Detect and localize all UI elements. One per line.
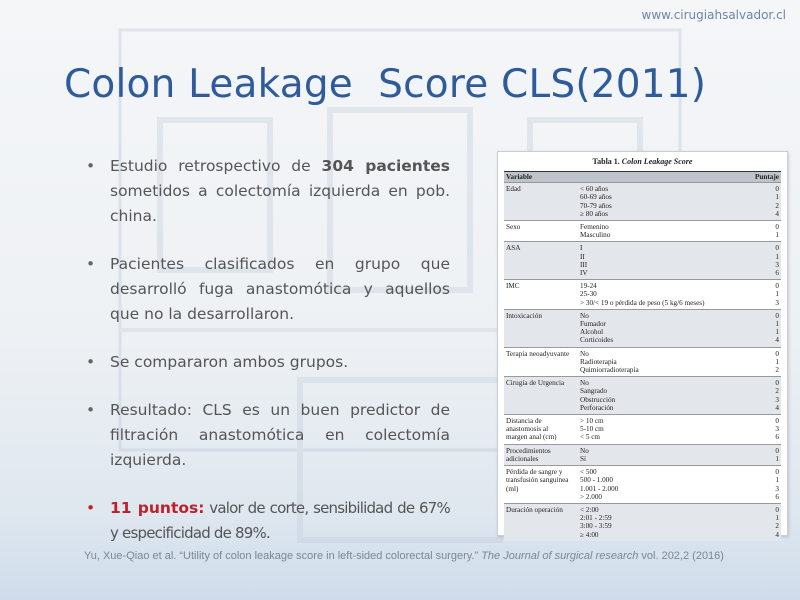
table-row — [504, 466, 781, 504]
table-row — [504, 309, 781, 347]
points-cell — [753, 347, 781, 377]
cell-line: ASA — [506, 244, 521, 253]
cell-line: 0 — [775, 244, 779, 253]
cell-line: III — [580, 260, 588, 269]
options-cell — [578, 221, 753, 242]
cell-line: Quimiorradioterapia — [580, 366, 639, 375]
cell-line: 1.001 - 2.000 — [580, 484, 619, 493]
header-points: Puntaje — [755, 173, 779, 181]
header-variable: Variable — [504, 172, 578, 183]
bullet-text: valor de corte, sensibilidad de 67% y especificidad de 89%. — [110, 499, 450, 542]
table-row — [504, 280, 781, 310]
table-title-name: Colon Leakage Score — [621, 157, 693, 166]
cell-line: 2 — [775, 522, 779, 531]
cell-line: 1 — [775, 357, 779, 366]
points-cell — [753, 242, 781, 280]
cell-line: < 500 — [580, 468, 597, 477]
cell-line: 4 — [775, 336, 779, 345]
table-row — [504, 183, 781, 221]
cell-line: Procedimientos — [506, 446, 551, 455]
points-cell — [753, 221, 781, 242]
cell-line: No — [580, 446, 589, 455]
cell-line: 1 — [775, 514, 779, 523]
cell-line: 0 — [775, 379, 779, 388]
points-cell — [753, 466, 781, 504]
slide-title: Colon Leakage Score CLS(2011) — [64, 62, 707, 107]
cell-line: margen anal (cm) — [506, 433, 557, 442]
patient-count: 304 pacientes — [321, 157, 450, 175]
citation-text: Yu, Xue-Qiao et al. “Utility of colon leakage score in left-sided colorectal surgery.” — [84, 550, 482, 562]
points-cell — [753, 415, 781, 445]
cell-line: (ml) — [506, 484, 519, 493]
cell-line: 6 — [775, 492, 779, 501]
cell-line: 1 — [775, 454, 779, 463]
cell-line: 500 - 1.000 — [580, 476, 613, 485]
table-row — [504, 377, 781, 415]
cell-line: transfusión sanguínea — [506, 476, 569, 485]
table-title — [498, 157, 787, 171]
cell-line: 60-69 años — [580, 193, 612, 202]
cell-line: Obstrucción — [580, 395, 616, 404]
cell-line: 1 — [775, 290, 779, 299]
cell-line: < 60 años — [580, 185, 609, 194]
options-cell — [578, 280, 753, 310]
points-cell — [753, 280, 781, 310]
table-row — [504, 221, 781, 242]
points-cell — [753, 309, 781, 347]
cell-line: IV — [580, 269, 588, 278]
variable-cell — [504, 347, 578, 377]
variable-cell — [504, 503, 578, 540]
cell-line: 1 — [775, 476, 779, 485]
cell-line: 19-24 — [580, 282, 597, 291]
variable-cell — [504, 242, 578, 280]
cell-line: Edad — [506, 185, 521, 194]
bullet-list — [84, 154, 450, 569]
header-options — [578, 172, 753, 183]
variable-cell — [504, 221, 578, 242]
points-cell — [753, 444, 781, 465]
cell-line: Masculino — [580, 231, 611, 240]
cell-line: Alcohol — [580, 328, 604, 337]
cell-line: Sí — [580, 454, 586, 463]
options-cell — [578, 377, 753, 415]
cell-line: Sangrado — [580, 387, 608, 396]
cell-line: 25-30 — [580, 290, 597, 299]
citation — [84, 549, 744, 563]
table-row — [504, 415, 781, 445]
options-cell — [578, 466, 753, 504]
cell-line: 1 — [775, 252, 779, 261]
cell-line: 3 — [775, 260, 779, 269]
cell-line: 2 — [775, 387, 779, 396]
cell-line: ≥ 80 años — [580, 209, 608, 218]
cls-table-image — [497, 151, 788, 539]
cell-line: Terapia neoadyuvante — [506, 349, 570, 358]
table-row — [504, 503, 781, 540]
cell-line: II — [580, 252, 585, 261]
options-cell — [578, 415, 753, 445]
options-cell — [578, 309, 753, 347]
cell-line: 0 — [775, 282, 779, 291]
points-cell — [753, 377, 781, 415]
cell-line: 3 — [775, 425, 779, 434]
cell-line: 0 — [775, 446, 779, 455]
cell-line: Fumador — [580, 320, 606, 329]
cell-line: 6 — [775, 433, 779, 442]
cell-line: 0 — [775, 468, 779, 477]
variable-cell — [504, 183, 578, 221]
cell-line: Intoxicación — [506, 311, 542, 320]
options-cell — [578, 444, 753, 465]
cell-line: 5-10 cm — [580, 425, 604, 434]
variable-cell — [504, 466, 578, 504]
bullet-text: Se compararon ambos grupos. — [110, 353, 349, 371]
cell-line: 2 — [775, 201, 779, 210]
cell-line: IMC — [506, 282, 520, 291]
cell-line: Duración operación — [506, 505, 563, 514]
cell-line: Sexo — [506, 223, 521, 232]
cell-line: 3 — [775, 395, 779, 404]
bullet-text: sometidos a colectomía izquierda en pob. china. — [110, 182, 450, 225]
cell-line: < 2:00 — [580, 505, 599, 514]
cell-line: Cirugía de Urgencia — [506, 379, 565, 388]
cell-line: 3:00 - 3:59 — [580, 522, 612, 531]
cell-line: Perforación — [580, 403, 614, 412]
table-body — [504, 183, 781, 541]
cell-line: adicionales — [506, 454, 539, 463]
bullet-text: Estudio retrospectivo de — [110, 157, 322, 175]
cutoff-points: 11 puntos — [110, 499, 199, 517]
citation-volume: vol. 202,2 (2016) — [638, 550, 724, 562]
bullet-item-cutoff — [84, 496, 450, 546]
bullet-item — [84, 154, 450, 229]
citation-journal: The Journal of surgical research — [481, 550, 639, 562]
cell-line: 3 — [775, 484, 779, 493]
cell-line: I — [580, 244, 583, 253]
cell-line: < 5 cm — [580, 433, 601, 442]
cell-line: Radioterapia — [580, 357, 617, 366]
variable-cell — [504, 377, 578, 415]
bullet-item — [84, 398, 450, 473]
cell-line: Corticoides — [580, 336, 614, 345]
cell-line: ≥ 4:00 — [580, 530, 599, 539]
table-row — [504, 444, 781, 465]
cell-line: No — [580, 379, 589, 388]
cell-line: 0 — [775, 417, 779, 426]
cell-line: 6 — [775, 269, 779, 278]
cell-line: Femenino — [580, 223, 609, 232]
cell-line: 70-79 años — [580, 201, 612, 210]
table-title-prefix: Tabla 1. — [592, 157, 620, 166]
options-cell — [578, 183, 753, 221]
cell-line: 2:01 - 2:59 — [580, 514, 612, 523]
cell-line: anastomosis al — [506, 425, 549, 434]
bullet-item — [84, 252, 450, 327]
options-cell — [578, 503, 753, 540]
cell-line: 1 — [775, 193, 779, 202]
cell-line: Pérdida de sangre y — [506, 468, 563, 477]
cell-line: 2 — [775, 366, 779, 375]
cell-line: No — [580, 311, 589, 320]
variable-cell — [504, 444, 578, 465]
cell-line: > 10 cm — [580, 417, 604, 426]
cls-table — [504, 171, 781, 541]
cell-line: 1 — [775, 231, 779, 240]
cell-line: > 2.000 — [580, 492, 603, 501]
options-cell — [578, 347, 753, 377]
table-row — [504, 347, 781, 377]
cell-line: No — [580, 349, 589, 358]
points-cell — [753, 183, 781, 221]
variable-cell — [504, 309, 578, 347]
variable-cell — [504, 280, 578, 310]
cell-line: > 30/< 19 o pérdida de peso (5 kg/6 meses) — [580, 298, 705, 307]
table-row — [504, 242, 781, 280]
cell-line: 0 — [775, 223, 779, 232]
cell-line: 1 — [775, 320, 779, 329]
cell-line: 4 — [775, 530, 779, 539]
cell-line: 0 — [775, 505, 779, 514]
cell-line: 3 — [775, 298, 779, 307]
cell-line: Distancia de — [506, 417, 542, 426]
bullet-text: Resultado: CLS es un buen predictor de filtración anastomótica en colectomía izquierda. — [110, 401, 450, 469]
bullet-item — [84, 350, 450, 375]
points-cell — [753, 503, 781, 540]
cell-line: 4 — [775, 209, 779, 218]
options-cell — [578, 242, 753, 280]
cell-line: 4 — [775, 403, 779, 412]
cutoff-colon: : — [198, 499, 205, 517]
cell-line: 0 — [775, 185, 779, 194]
bullet-text: Pacientes clasificados en grupo que desarrolló fuga anastomótica y aquellos que no la desarrollaron. — [110, 255, 450, 323]
cell-line: 0 — [775, 311, 779, 320]
cell-line: 1 — [775, 328, 779, 337]
site-url: www.cirugiahsalvador.cl — [641, 8, 786, 22]
variable-cell — [504, 415, 578, 445]
cell-line: 0 — [775, 349, 779, 358]
